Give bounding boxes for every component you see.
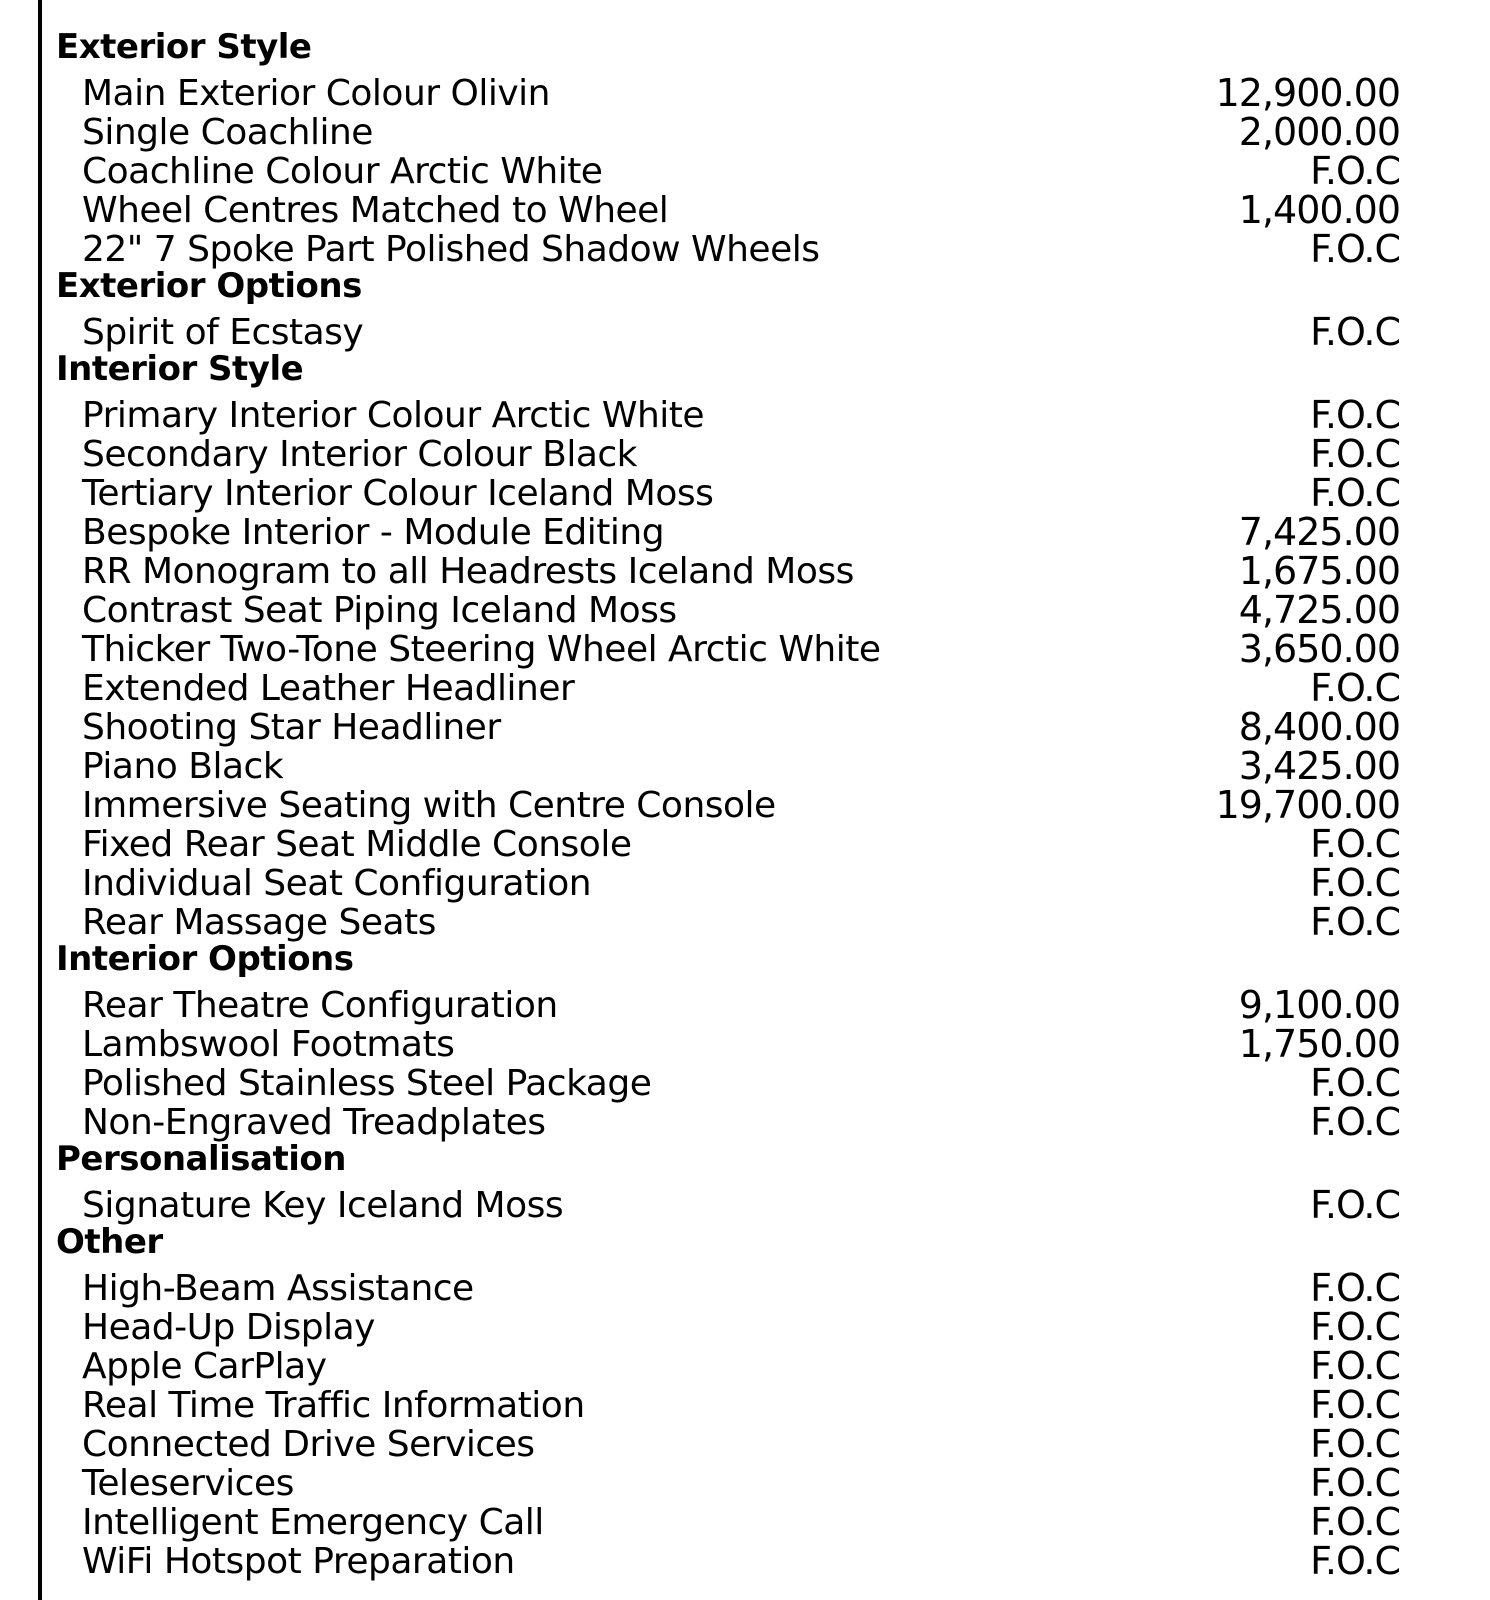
- spec-label: Extended Leather Headliner: [82, 668, 575, 709]
- spec-row: [0, 1500, 1490, 1544]
- spec-label: Contrast Seat Piping Iceland Moss: [82, 590, 677, 631]
- spec-row: [0, 1100, 1490, 1144]
- section-heading-interior-options: Interior Options: [56, 939, 354, 979]
- spec-price: F.O.C: [1310, 1061, 1400, 1105]
- spec-price: F.O.C: [1310, 393, 1400, 437]
- spec-label: Coachline Colour Arctic White: [82, 151, 603, 192]
- spec-row: [0, 227, 1490, 271]
- spec-price: 19,700.00: [1215, 783, 1400, 827]
- spec-row: [0, 900, 1490, 944]
- spec-label: Bespoke Interior - Module Editing: [82, 512, 665, 553]
- spec-price: 1,750.00: [1238, 1022, 1400, 1066]
- spec-label: Single Coachline: [82, 112, 373, 153]
- spec-row: [0, 1422, 1490, 1466]
- spec-row: [0, 149, 1490, 193]
- spec-label: Lambswool Footmats: [82, 1024, 455, 1065]
- spec-row: [0, 71, 1490, 115]
- spec-label: Teleservices: [82, 1463, 294, 1504]
- spec-label: Head-Up Display: [82, 1307, 375, 1348]
- spec-price: 1,400.00: [1238, 188, 1400, 232]
- spec-label: Fixed Rear Seat Middle Console: [82, 824, 632, 865]
- spec-price: 2,000.00: [1238, 110, 1400, 154]
- spec-price: 7,425.00: [1238, 510, 1400, 554]
- spec-label: Real Time Traffic Information: [82, 1385, 585, 1426]
- spec-label: Secondary Interior Colour Black: [82, 434, 638, 475]
- specification-list: [0, 27, 1490, 1583]
- spec-row: [0, 627, 1490, 671]
- spec-price: F.O.C: [1310, 432, 1400, 476]
- spec-label: Signature Key Iceland Moss: [82, 1185, 564, 1226]
- spec-row: [0, 983, 1490, 1027]
- spec-row: [0, 783, 1490, 827]
- spec-row: [0, 1305, 1490, 1349]
- spec-price: F.O.C: [1310, 1500, 1400, 1544]
- spec-price: F.O.C: [1310, 861, 1400, 905]
- spec-label: Intelligent Emergency Call: [82, 1502, 544, 1543]
- spec-row: [0, 110, 1490, 154]
- spec-label: Main Exterior Colour Olivin: [82, 73, 550, 114]
- spec-price: F.O.C: [1310, 1266, 1400, 1310]
- section-heading-other: Other: [56, 1222, 163, 1262]
- spec-label: Shooting Star Headliner: [82, 707, 501, 748]
- spec-row: [0, 1022, 1490, 1066]
- spec-price: F.O.C: [1310, 1539, 1400, 1583]
- spec-label: Tertiary Interior Colour Iceland Moss: [82, 473, 714, 514]
- spec-price: F.O.C: [1310, 1305, 1400, 1349]
- spec-row: [0, 588, 1490, 632]
- spec-row: [0, 744, 1490, 788]
- spec-price: F.O.C: [1310, 1461, 1400, 1505]
- spec-price: 3,650.00: [1238, 627, 1400, 671]
- spec-row: [0, 705, 1490, 749]
- spec-price: 1,675.00: [1238, 549, 1400, 593]
- spec-price: F.O.C: [1310, 1100, 1400, 1144]
- spec-label: High-Beam Assistance: [82, 1268, 474, 1309]
- spec-row: [0, 471, 1490, 515]
- spec-label: Primary Interior Colour Arctic White: [82, 395, 705, 436]
- spec-price: 8,400.00: [1238, 705, 1400, 749]
- spec-price: F.O.C: [1310, 900, 1400, 944]
- spec-price: F.O.C: [1310, 1383, 1400, 1427]
- spec-row: [0, 1061, 1490, 1105]
- spec-label: Non-Engraved Treadplates: [82, 1102, 546, 1143]
- spec-row: [0, 510, 1490, 554]
- spec-price: F.O.C: [1310, 666, 1400, 710]
- spec-label: Immersive Seating with Centre Console: [82, 785, 776, 826]
- spec-label: Rear Massage Seats: [82, 902, 436, 943]
- spec-price: 12,900.00: [1215, 71, 1400, 115]
- spec-price: F.O.C: [1310, 1344, 1400, 1388]
- spec-label: Connected Drive Services: [82, 1424, 535, 1465]
- spec-label: Thicker Two-Tone Steering Wheel Arctic White: [82, 629, 881, 670]
- spec-row: [0, 861, 1490, 905]
- spec-price: F.O.C: [1310, 310, 1400, 354]
- section-heading-exterior-style: Exterior Style: [56, 27, 312, 67]
- spec-price: 3,425.00: [1238, 744, 1400, 788]
- spec-price: 4,725.00: [1238, 588, 1400, 632]
- spec-row: [0, 188, 1490, 232]
- spec-price: F.O.C: [1310, 1183, 1400, 1227]
- spec-row: [0, 549, 1490, 593]
- spec-price: F.O.C: [1310, 822, 1400, 866]
- spec-label: Wheel Centres Matched to Wheel: [82, 190, 669, 231]
- spec-row: [0, 432, 1490, 476]
- spec-row: [0, 1266, 1490, 1310]
- spec-label: Individual Seat Configuration: [82, 863, 592, 904]
- spec-row: [0, 1461, 1490, 1505]
- spec-row: [0, 1539, 1490, 1583]
- spec-label: Spirit of Ecstasy: [82, 312, 364, 353]
- section-heading-interior-style: Interior Style: [56, 349, 304, 389]
- spec-row: [0, 1344, 1490, 1388]
- section-heading-personalisation: Personalisation: [56, 1139, 346, 1179]
- spec-label: RR Monogram to all Headrests Iceland Moss: [82, 551, 854, 592]
- spec-price: F.O.C: [1310, 149, 1400, 193]
- spec-row: [0, 393, 1490, 437]
- spec-label: Piano Black: [82, 746, 284, 787]
- spec-price: F.O.C: [1310, 471, 1400, 515]
- spec-row: [0, 666, 1490, 710]
- spec-label: Rear Theatre Configuration: [82, 985, 558, 1026]
- spec-label: Polished Stainless Steel Package: [82, 1063, 652, 1104]
- spec-row: [0, 310, 1490, 354]
- spec-price: F.O.C: [1310, 227, 1400, 271]
- spec-label: WiFi Hotspot Preparation: [82, 1541, 515, 1582]
- spec-price: F.O.C: [1310, 1422, 1400, 1466]
- spec-row: [0, 1383, 1490, 1427]
- spec-row: [0, 822, 1490, 866]
- spec-row: [0, 1183, 1490, 1227]
- section-heading-exterior-options: Exterior Options: [56, 266, 362, 306]
- spec-label: 22" 7 Spoke Part Polished Shadow Wheels: [82, 229, 820, 270]
- spec-label: Apple CarPlay: [82, 1346, 327, 1387]
- spec-price: 9,100.00: [1238, 983, 1400, 1027]
